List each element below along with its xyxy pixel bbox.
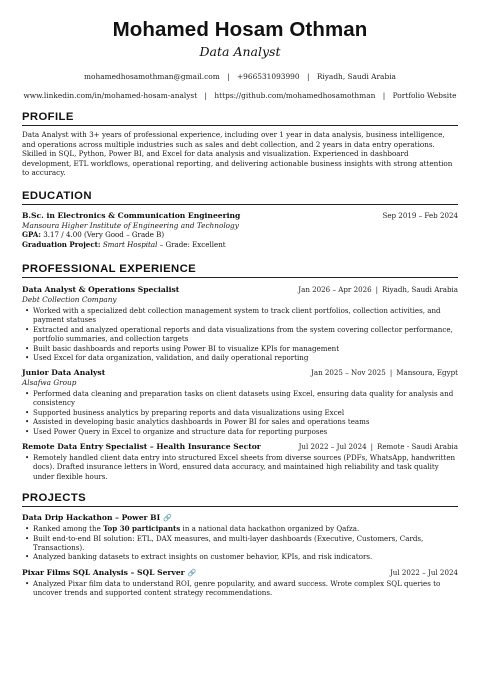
candidate-name: Mohamed Hosam Othman [112, 18, 368, 41]
project-dates: Jul 2022 – Jul 2024 [389, 567, 458, 577]
phone-number: +966531093990 [236, 72, 300, 81]
section-title-projects: PROJECTS [22, 492, 458, 507]
project-title: Data Drip Hackathon – Power BI [22, 513, 161, 523]
link-icon[interactable]: 🔗 [163, 513, 172, 523]
education-dates: Sep 2019 – Feb 2024 [382, 210, 458, 220]
job-title: Remote Data Entry Specialist – Health Insurance Sector [22, 441, 261, 451]
experience-entry [22, 442, 458, 481]
github-link[interactable]: https://github.com/mohamedhosamothman [214, 91, 376, 100]
gpa-line [22, 230, 458, 240]
experience-entry [22, 368, 458, 436]
experience-entry [22, 285, 458, 362]
bullet-item: • Analyzed Pixar film data to understand ROI, genre popularity, and award success. Wrote complex SQL queries to uncover trends and supported content strategy recommendations. [33, 579, 458, 598]
project-header [22, 513, 458, 523]
project-title: Pixar Films SQL Analysis – SQL Server [22, 567, 185, 577]
graduation-project-grade: – Grade: Excellent [157, 239, 226, 249]
section-title-experience: PROFESSIONAL EXPERIENCE [22, 263, 458, 278]
bullet-text: in a national data hackathon organized by Qafza. [180, 524, 360, 534]
email-link[interactable]: mohamedhosamothman@gmail.com [84, 72, 220, 81]
job-location: Remote - Saudi Arabia [377, 441, 458, 451]
bullet-item [33, 524, 458, 533]
separator: | [389, 368, 393, 378]
separator: | [370, 441, 373, 451]
portfolio-link[interactable]: Portfolio Website [392, 91, 457, 100]
job-dates: Jan 2025 – Nov 2025 [311, 368, 386, 378]
link-icon[interactable]: 🔗 [187, 567, 197, 577]
separator: | [227, 72, 230, 81]
candidate-role: Data Analyst [199, 44, 281, 59]
school-name: Mansoura Higher Institute of Engineering and Technology [22, 220, 239, 230]
company-name: Debt Collection Company [22, 295, 117, 305]
bullet-item: • Used Excel for data organization, validation, and daily operational reporting [33, 353, 458, 362]
job-title: Data Analyst & Operations Specialist [22, 285, 180, 295]
separator: | [375, 285, 379, 295]
project-header [22, 568, 458, 578]
experience-header [22, 368, 458, 378]
job-bullets [22, 389, 458, 436]
bullet-item: • Performed data cleaning and preparation tasks on client datasets using Excel, ensuring data quality for analysis and consistency [33, 389, 458, 408]
section-title-profile: PROFILE [22, 111, 458, 126]
job-dates: Jul 2022 – Jul 2024 [298, 441, 367, 451]
graduation-project-label: Graduation Project: [22, 239, 101, 249]
graduation-project-line [22, 240, 458, 250]
bullet-emphasis: Top 30 participants [103, 524, 181, 534]
company-name: Alsafwa Group [22, 378, 77, 388]
project-entry [22, 513, 458, 562]
education-entry [22, 211, 458, 250]
project-title-wrap[interactable] [22, 568, 196, 578]
project-title-wrap[interactable] [22, 513, 172, 523]
bullet-item: • Used Power Query in Excel to organize and structure data for reporting purposes [33, 427, 458, 436]
job-meta [299, 442, 458, 452]
job-meta [311, 368, 458, 378]
graduation-project-name: Smart Hospital [102, 239, 158, 249]
experience-header [22, 285, 458, 295]
bullet-text: Ranked among the [33, 524, 104, 534]
location: Riyadh, Saudi Arabia [316, 72, 396, 81]
bullet-item: • Remotely handled client data entry into structured Excel sheets from diverse sources (PDFs, WhatsApp, handwritten docs). Drafted insurance letters in Word, ensured data accuracy, and maintained high reliability and task quality under flexible hours. [33, 453, 458, 481]
job-location: Mansoura, Egypt [396, 368, 458, 378]
bullet-item: • Built basic dashboards and reports using Power BI to visualize KPIs for management [33, 344, 458, 353]
job-location: Riyadh, Saudi Arabia [382, 285, 458, 295]
gpa-value: 3.17 / 4.00 (Very Good – Grade B) [41, 230, 165, 240]
profile-summary: Data Analyst with 3+ years of professional experience, including over 1 year in data analysis, business intelligence, and operations across multiple industries such as sales and debt collection, and 2 years in data entry operations. Skilled in SQL, Python, Power BI, and Excel for data analysis and visualization. Experienced in dashboard development, ETL workflows, operational reporting, and delivering actionable business insights with strong attention to accuracy. [22, 130, 453, 178]
separator: | [204, 91, 208, 100]
experience-header [22, 442, 458, 452]
job-dates: Jan 2026 – Apr 2026 [298, 285, 372, 295]
education-header [22, 211, 458, 221]
bullet-item: • Analyzed banking datasets to extract insights on customer behavior, KPIs, and risk indicators. [33, 552, 458, 561]
project-entry [22, 568, 458, 598]
separator: | [306, 72, 310, 81]
project-bullets [22, 524, 458, 562]
bullet-item: • Built end-to-end BI solution: ETL, DAX measures, and multi-layer dashboards (Executive, Customers, Cards, Transactions). [33, 534, 458, 553]
degree-title: B.Sc. in Electronics & Communication Engineering [22, 210, 241, 220]
contact-line-2 [22, 91, 458, 101]
job-bullets [22, 306, 458, 362]
bullet-item: • Worked with a specialized debt collection management system to track client portfolios, collection activities, and payment statuses [33, 306, 458, 325]
linkedin-link[interactable]: www.linkedin.com/in/mohamed-hosam-analyst [23, 91, 198, 100]
section-title-education: EDUCATION [22, 190, 458, 205]
project-bullets [22, 579, 458, 598]
bullet-item: • Assisted in developing basic analytics dashboards in Power BI for sales and operations teams [33, 417, 458, 426]
separator: | [382, 91, 386, 100]
contact-line-1 [22, 72, 458, 82]
gpa-label: GPA: [22, 230, 41, 240]
job-meta [298, 285, 458, 295]
bullet-item: • Supported business analytics by preparing reports and data visualizations using Excel [33, 408, 458, 417]
job-bullets [22, 453, 458, 481]
bullet-item: • Extracted and analyzed operational reports and data visualizations from the system covering collector performance, portfolio summaries, and collection targets [33, 325, 458, 344]
job-title: Junior Data Analyst [22, 368, 106, 378]
